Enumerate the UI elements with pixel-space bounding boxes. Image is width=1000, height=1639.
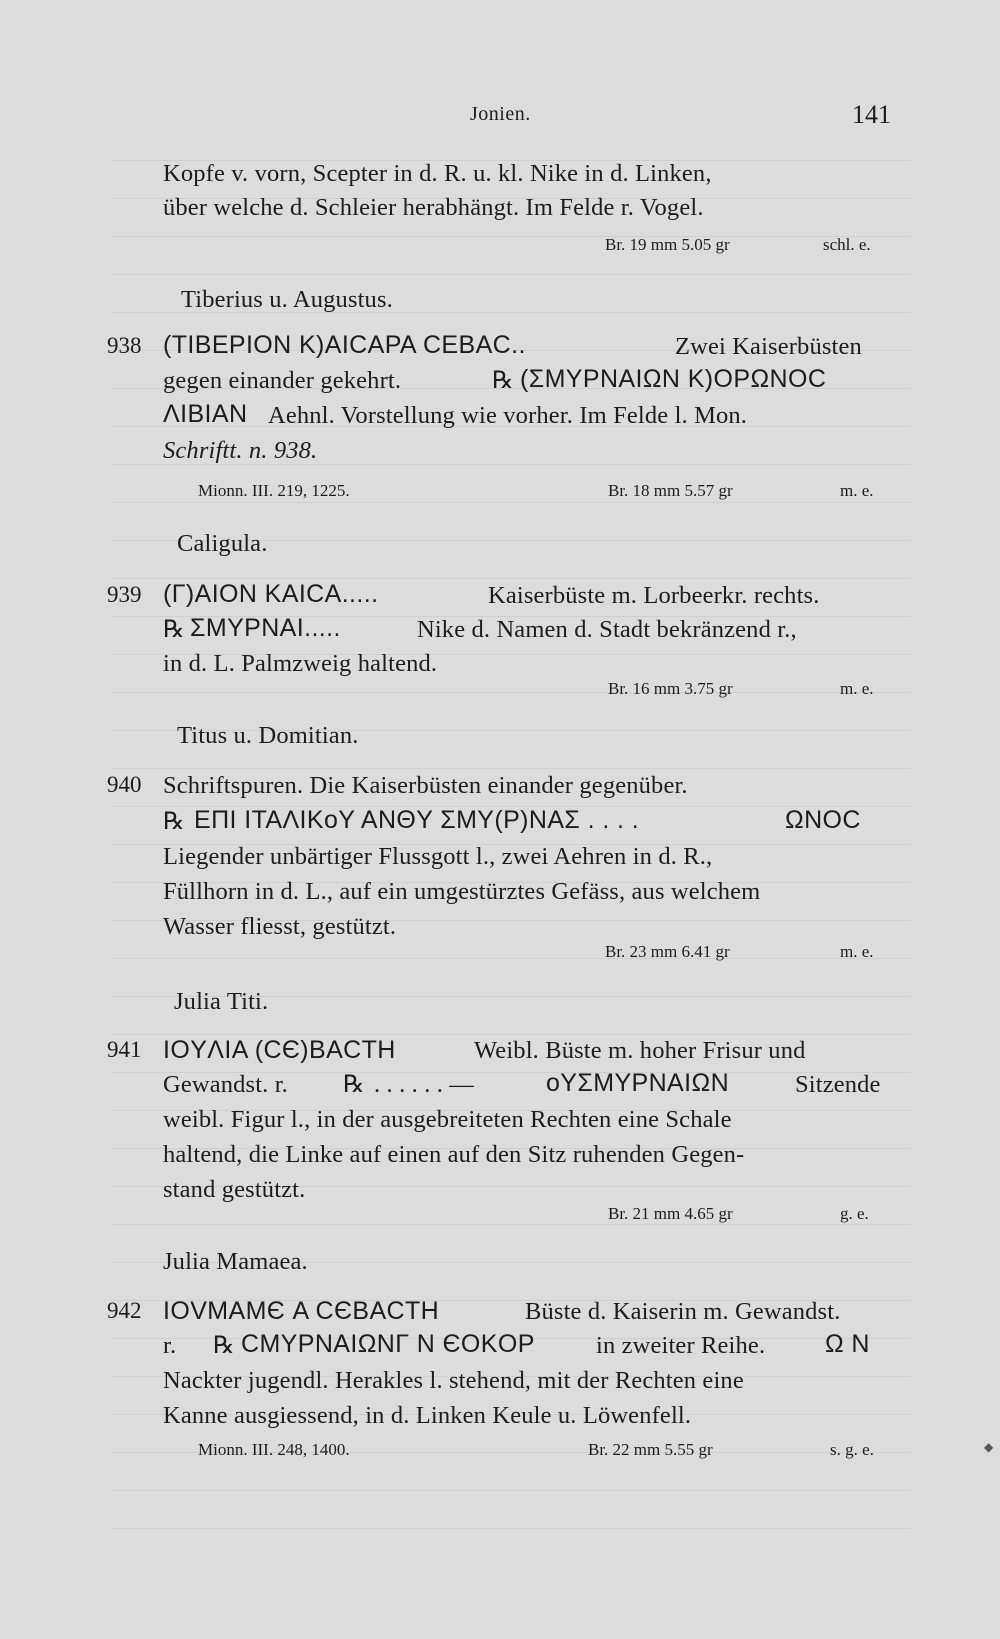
description: in zweiter Reihe. — [596, 1332, 766, 1359]
reverse-symbol-icon: ℞ — [213, 1331, 235, 1359]
entry-number: 942 — [107, 1298, 142, 1323]
legend-reverse: oYΣMYPNAIΩN — [546, 1069, 730, 1097]
reference: Mionn. III. 219, 1225. — [198, 481, 350, 500]
omission-dots: . . . . . . — — [374, 1071, 474, 1098]
description: haltend, die Linke auf einen auf den Sitz ruhenden Gegen- — [163, 1141, 745, 1168]
size-weight: Br. 18 mm 5.57 gr — [608, 481, 733, 500]
section-heading: Tiberius u. Augustus. — [181, 286, 393, 313]
running-head: Jonien. — [470, 103, 531, 125]
description: Schriftspuren. Die Kaiserbüsten einander gegenüber. — [163, 772, 688, 799]
size-weight: Br. 22 mm 5.55 gr — [588, 1440, 713, 1459]
description: Sitzende — [795, 1071, 881, 1098]
legend-reverse: (ΣMYPNAIΩN K)OPΩNOC — [520, 365, 827, 393]
legend-reverse: ΣMYPNAI..... — [190, 614, 341, 642]
description: Füllhorn in d. L., auf ein umgestürztes Gefäss, aus welchem — [163, 878, 761, 905]
section-heading: Caligula. — [177, 530, 268, 557]
intro-size: Br. 19 mm 5.05 gr — [605, 235, 730, 254]
description: weibl. Figur l., in der ausgebreiteten Rechten eine Schale — [163, 1106, 732, 1133]
legend-obverse: (Γ)AION KAICA..... — [163, 580, 379, 608]
legend-obverse: (TIBEPION K)AICAPA CEBAC.. — [163, 331, 526, 359]
reverse-symbol-icon: ℞ — [492, 366, 514, 394]
description: stand gestützt. — [163, 1176, 306, 1203]
reverse-symbol-icon: ℞ — [343, 1070, 365, 1098]
size-weight: Br. 21 mm 4.65 gr — [608, 1204, 733, 1223]
section-heading: Julia Titi. — [174, 988, 269, 1015]
entry-number: 939 — [107, 582, 142, 607]
description: Aehnl. Vorstellung wie vorher. Im Felde l. Mon. — [268, 402, 748, 429]
description: Liegender unbärtiger Flussgott l., zwei Aehren in d. R., — [163, 843, 713, 870]
page-number: 141 — [852, 100, 891, 129]
condition: m. e. — [840, 679, 874, 698]
description: Wasser fliesst, gestützt. — [163, 913, 397, 940]
entry-number: 940 — [107, 772, 142, 797]
reference: Mionn. III. 248, 1400. — [198, 1440, 350, 1459]
description: r. — [163, 1332, 177, 1359]
section-heading: Julia Mamaea. — [163, 1248, 308, 1275]
description: Nackter jugendl. Herakles l. stehend, mit der Rechten eine — [163, 1367, 744, 1394]
reverse-symbol-icon: ℞ — [163, 807, 185, 835]
legend-reverse: Ω N — [825, 1330, 870, 1358]
description: Nike d. Namen d. Stadt bekränzend r., — [417, 616, 797, 643]
legend-obverse: IOYΛIA (CЄ)BACTH — [163, 1036, 396, 1064]
description: Zwei Kaiserbüsten — [675, 333, 862, 360]
legend-reverse: CMYPNAIΩNΓ N ЄOKOP — [241, 1330, 535, 1358]
condition: s. g. e. — [830, 1440, 874, 1459]
intro-condition: schl. e. — [823, 235, 871, 254]
description: gegen einander gekehrt. — [163, 367, 402, 394]
margin-mark: ◆ — [984, 1440, 994, 1454]
description: Kanne ausgiessend, in d. Linken Keule u. Löwenfell. — [163, 1402, 692, 1429]
description: Kaiserbüste m. Lorbeerkr. rechts. — [488, 582, 820, 609]
section-heading: Titus u. Domitian. — [177, 722, 359, 749]
legend-obverse: IOVMAMЄ A CЄBACTH — [163, 1297, 440, 1325]
description: Gewandst. r. — [163, 1071, 288, 1098]
description: Weibl. Büste m. hoher Frisur und — [474, 1037, 806, 1064]
intro-line: über welche d. Schleier herabhängt. Im Felde r. Vogel. — [163, 194, 704, 221]
legend-reverse: ΩNOC — [785, 806, 861, 834]
entry-number: 941 — [107, 1037, 142, 1062]
description: Büste d. Kaiserin m. Gewandst. — [525, 1298, 841, 1325]
description: in d. L. Palmzweig haltend. — [163, 650, 438, 677]
note-italic: Schriftt. n. 938. — [163, 437, 318, 464]
size-weight: Br. 23 mm 6.41 gr — [605, 942, 730, 961]
condition: m. e. — [840, 481, 874, 500]
size-weight: Br. 16 mm 3.75 gr — [608, 679, 733, 698]
condition: m. e. — [840, 942, 874, 961]
reverse-symbol-icon: ℞ — [163, 615, 185, 643]
entry-number: 938 — [107, 333, 142, 358]
legend-reverse: ΛIBIAN — [163, 400, 248, 428]
condition: g. e. — [840, 1204, 869, 1223]
legend-reverse: EΠI ITAΛIKoY ANΘY ΣMY(P)NAΣ . . . . — [194, 806, 640, 834]
intro-line: Kopfe v. vorn, Scepter in d. R. u. kl. Nike in d. Linken, — [163, 160, 712, 187]
